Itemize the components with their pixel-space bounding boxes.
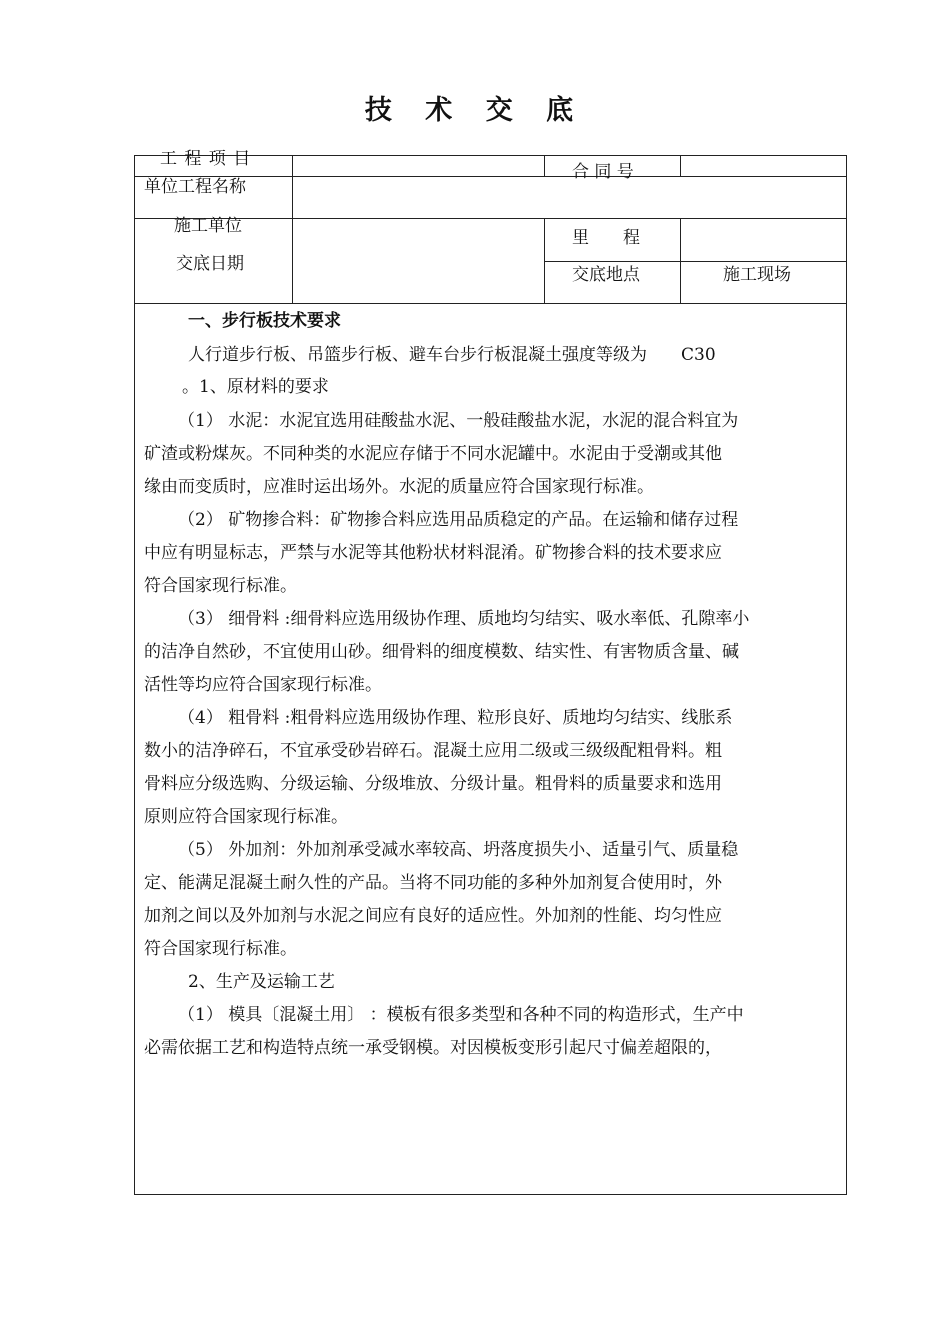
section-heading: 一、步行板技术要求	[188, 311, 341, 331]
column-divider	[544, 155, 545, 176]
contract-number-label: 合 同 号	[572, 162, 634, 182]
paragraph-line: 。1、原材料的要求	[182, 377, 329, 397]
paragraph-line: 中应有明显标志，严禁与水泥等其他粉状材料混淆。矿物掺合料的技术要求应	[144, 543, 722, 563]
paragraph-line: 符合国家现行标准。	[144, 576, 297, 596]
paragraph-line: 定、能满足混凝土耐久性的产品。当将不同功能的多种外加剂复合使用时，外	[144, 873, 722, 893]
paragraph-line: （2） 矿物掺合料：矿物掺合料应选用品质稳定的产品。在运输和储存过程	[178, 510, 739, 530]
paragraph-line: 原则应符合国家现行标准。	[144, 807, 348, 827]
paragraph-line: （5） 外加剂：外加剂承受减水率较高、坍落度损失小、适量引气、质量稳	[178, 840, 739, 860]
column-divider	[680, 155, 681, 176]
row-divider	[544, 261, 847, 262]
project-label: 工 程 项 目	[160, 149, 252, 169]
paragraph-line: （1） 水泥：水泥宜选用硅酸盐水泥、一般硅酸盐水泥，水泥的混合料宜为	[178, 411, 739, 431]
paragraph-line: 人行道步行板、吊篮步行板、避车台步行板混凝土强度等级为 C30	[188, 345, 716, 365]
row-divider	[134, 303, 847, 304]
paragraph-line: （3） 细骨料 :细骨料应选用级协作理、质地均匀结实、吸水率低、孔隙率小	[178, 609, 750, 629]
paragraph-line: 2、生产及运输工艺	[188, 972, 335, 992]
paragraph-line: （4） 粗骨料 :粗骨料应选用级协作理、粒形良好、质地均匀结实、线胀系	[178, 708, 733, 728]
column-divider	[292, 155, 293, 303]
disclosure-date-label: 交底日期	[176, 254, 244, 274]
paragraph-line: 的洁净自然砂，不宜使用山砂。细骨料的细度模数、结实性、有害物质含量、碱	[144, 642, 739, 662]
paragraph-line: 数小的洁净碎石，不宜承受砂岩碎石。混凝土应用二级或三级级配粗骨料。粗	[144, 741, 722, 761]
contractor-label: 施工单位	[174, 216, 242, 236]
paragraph-line: 缘由而变质时，应准时运出场外。水泥的质量应符合国家现行标准。	[144, 477, 654, 497]
paragraph-line: 符合国家现行标准。	[144, 939, 297, 959]
paragraph-line: 矿渣或粉煤灰。不同种类的水泥应存储于不同水泥罐中。水泥由于受潮或其他	[144, 444, 722, 464]
disclosure-location-value: 施工现场	[723, 265, 791, 285]
disclosure-location-label: 交底地点	[572, 265, 640, 285]
paragraph-line: 加剂之间以及外加剂与水泥之间应有良好的适应性。外加剂的性能、均匀性应	[144, 906, 722, 926]
column-divider	[544, 218, 545, 303]
paragraph-line: 骨料应分级选购、分级运输、分级堆放、分级计量。粗骨料的质量要求和选用	[144, 774, 722, 794]
paragraph-line: （1） 模具〔混凝土用〕 ：模板有很多类型和各种不同的构造形式，生产中	[178, 1005, 744, 1025]
paragraph-line: 必需依据工艺和构造特点统一承受钢模。对因模板变形引起尺寸偏差超限的，	[144, 1038, 722, 1058]
paragraph-line: 活性等均应符合国家现行标准。	[144, 675, 382, 695]
page-title: 技 术 交 底	[364, 95, 586, 126]
column-divider	[680, 218, 681, 303]
unit-project-label: 单位工程名称	[144, 177, 246, 197]
mileage-label: 里 程	[572, 228, 640, 248]
